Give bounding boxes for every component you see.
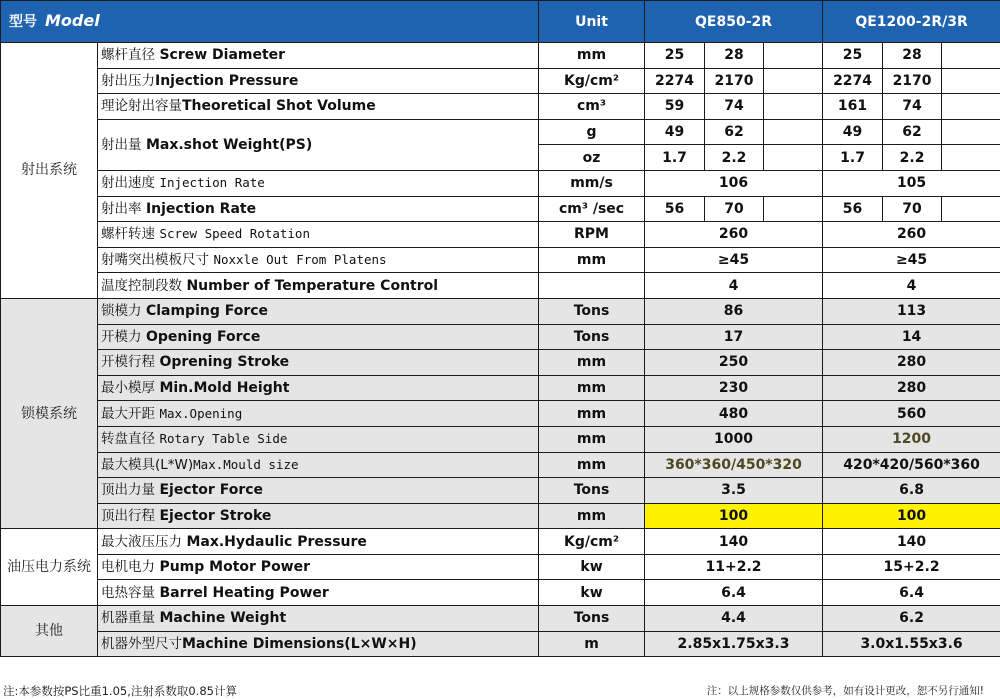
value-b: 15+2.2	[823, 554, 1000, 580]
row-unit: mm	[539, 350, 645, 376]
value-a3	[764, 145, 823, 171]
row-name: 开模行程 Oprening Stroke	[98, 350, 539, 376]
row-unit: mm	[539, 452, 645, 478]
value-a3	[764, 196, 823, 222]
row-name: 电机电力 Pump Motor Power	[98, 554, 539, 580]
row-name: 螺杆转速 Screw Speed Rotation	[98, 222, 539, 248]
row-name: 最大液压压力 Max.Hydaulic Pressure	[98, 529, 539, 555]
row-name: 顶出力量 Ejector Force	[98, 478, 539, 504]
table-row	[1, 273, 1000, 299]
value-a: 4	[645, 273, 823, 299]
table-row	[1, 401, 1000, 427]
table-row	[1, 452, 1000, 478]
value-a1: 56	[645, 196, 705, 222]
product-a-header: QE850-2R	[645, 1, 823, 43]
row-name: 转盘直径 Rotary Table Side	[98, 426, 539, 452]
table-row	[1, 196, 1000, 222]
value-a1: 25	[645, 43, 705, 69]
value-a: 250	[645, 350, 823, 376]
value-b3	[942, 196, 1000, 222]
value-b1: 25	[823, 43, 883, 69]
row-name: 射出压力Injection Pressure	[98, 68, 539, 94]
table-row	[1, 170, 1000, 196]
value-a3	[764, 68, 823, 94]
row-name: 最小模厚 Min.Mold Height	[98, 375, 539, 401]
table-row	[1, 119, 1000, 145]
row-unit: Kg/cm²	[539, 529, 645, 555]
value-b1: 49	[823, 119, 883, 145]
value-b2: 28	[883, 43, 942, 69]
table-row	[1, 324, 1000, 350]
row-unit: RPM	[539, 222, 645, 248]
value-b3	[942, 119, 1000, 145]
row-name: 机器重量 Machine Weight	[98, 606, 539, 632]
value-b: 280	[823, 350, 1000, 376]
row-unit: cm³	[539, 94, 645, 120]
group-injection: 射出系统	[1, 43, 98, 299]
row-unit: mm	[539, 503, 645, 529]
group-hydraulic: 油压电力系统	[1, 529, 98, 606]
value-b: 6.4	[823, 580, 1000, 606]
value-b: 113	[823, 298, 1000, 324]
value-b3	[942, 94, 1000, 120]
row-name: 射出率 Injection Rate	[98, 196, 539, 222]
value-b3	[942, 145, 1000, 171]
value-a: 86	[645, 298, 823, 324]
product-b-header: QE1200-2R/3R	[823, 1, 1000, 43]
row-unit: Kg/cm²	[539, 68, 645, 94]
value-a2: 2170	[705, 68, 764, 94]
table-row	[1, 43, 1000, 69]
row-name: 最大模具(L*W)Max.Mould size	[98, 452, 539, 478]
value-b2: 2170	[883, 68, 942, 94]
row-name: 射嘴突出模板尺寸 Noxxle Out From Platens	[98, 247, 539, 273]
row-unit: mm	[539, 247, 645, 273]
table-row	[1, 350, 1000, 376]
row-unit: kw	[539, 580, 645, 606]
row-unit: mm	[539, 375, 645, 401]
row-unit: Tons	[539, 298, 645, 324]
value-b: ≥45	[823, 247, 1000, 273]
value-b: 6.2	[823, 606, 1000, 632]
table-row	[1, 68, 1000, 94]
value-a: 3.5	[645, 478, 823, 504]
table-row	[1, 631, 1000, 657]
row-unit: Tons	[539, 478, 645, 504]
value-a2: 2.2	[705, 145, 764, 171]
header-row	[1, 1, 1000, 43]
value-a: 11+2.2	[645, 554, 823, 580]
value-a: 230	[645, 375, 823, 401]
value-a1: 49	[645, 119, 705, 145]
row-name: 射出量 Max.shot Weight(PS)	[98, 119, 539, 170]
group-other: 其他	[1, 606, 98, 657]
table-row	[1, 94, 1000, 120]
value-b: 1200	[823, 426, 1000, 452]
value-b2: 70	[883, 196, 942, 222]
value-b2: 74	[883, 94, 942, 120]
value-b: 100	[823, 503, 1000, 529]
value-b: 6.8	[823, 478, 1000, 504]
table-row	[1, 375, 1000, 401]
row-name: 理论射出容量Theoretical Shot Volume	[98, 94, 539, 120]
value-b: 3.0x1.55x3.6	[823, 631, 1000, 657]
row-unit: kw	[539, 554, 645, 580]
value-a1: 59	[645, 94, 705, 120]
row-name: 锁模力 Clamping Force	[98, 298, 539, 324]
value-b: 4	[823, 273, 1000, 299]
row-name: 射出速度 Injection Rate	[98, 170, 539, 196]
value-b: 260	[823, 222, 1000, 248]
row-name: 最大开距 Max.Opening	[98, 401, 539, 427]
group-clamping: 锁模系统	[1, 298, 98, 528]
value-a: 6.4	[645, 580, 823, 606]
value-a: 17	[645, 324, 823, 350]
value-a: 4.4	[645, 606, 823, 632]
value-b: 560	[823, 401, 1000, 427]
row-name: 温度控制段数 Number of Temperature Control	[98, 273, 539, 299]
footnote-right: 注：以上规格参数仅供参考，如有设计更改，恕不另行通知!	[706, 685, 984, 697]
value-b1: 1.7	[823, 145, 883, 171]
value-b1: 56	[823, 196, 883, 222]
table-row	[1, 222, 1000, 248]
value-a: 106	[645, 170, 823, 196]
table-row	[1, 298, 1000, 324]
value-a: 480	[645, 401, 823, 427]
value-b: 420*420/560*360	[823, 452, 1000, 478]
table-row	[1, 478, 1000, 504]
row-unit: m	[539, 631, 645, 657]
table-row	[1, 554, 1000, 580]
row-name: 开模力 Opening Force	[98, 324, 539, 350]
value-a: 360*360/450*320	[645, 452, 823, 478]
value-b2: 62	[883, 119, 942, 145]
table-row	[1, 247, 1000, 273]
row-name: 螺杆直径 Screw Diameter	[98, 43, 539, 69]
value-a2: 28	[705, 43, 764, 69]
value-a: 1000	[645, 426, 823, 452]
value-b: 105	[823, 170, 1000, 196]
value-a2: 70	[705, 196, 764, 222]
value-a1: 1.7	[645, 145, 705, 171]
value-b1: 161	[823, 94, 883, 120]
value-a: 2.85x1.75x3.3	[645, 631, 823, 657]
row-unit: cm³ /sec	[539, 196, 645, 222]
row-unit: Tons	[539, 606, 645, 632]
row-unit: mm	[539, 401, 645, 427]
value-a: 260	[645, 222, 823, 248]
table-row	[1, 426, 1000, 452]
table-row	[1, 529, 1000, 555]
row-unit: mm	[539, 43, 645, 69]
value-a: ≥45	[645, 247, 823, 273]
row-name: 机器外型尺寸Machine Dimensions(L×W×H)	[98, 631, 539, 657]
model-header: 型号 Model	[1, 1, 539, 43]
table-row	[1, 580, 1000, 606]
row-unit: mm	[539, 426, 645, 452]
table-row	[1, 503, 1000, 529]
row-name: 电热容量 Barrel Heating Power	[98, 580, 539, 606]
value-b3	[942, 43, 1000, 69]
row-unit	[539, 273, 645, 299]
footnote-left: 注:本参数按PS比重1.05,注射系数取0.85计算	[3, 684, 237, 698]
row-name: 顶出行程 Ejector Stroke	[98, 503, 539, 529]
value-a3	[764, 43, 823, 69]
row-unit: g	[539, 119, 645, 145]
value-b: 140	[823, 529, 1000, 555]
row-unit: mm/s	[539, 170, 645, 196]
value-b1: 2274	[823, 68, 883, 94]
value-a: 140	[645, 529, 823, 555]
row-unit: Tons	[539, 324, 645, 350]
value-b: 14	[823, 324, 1000, 350]
value-a3	[764, 119, 823, 145]
value-a3	[764, 94, 823, 120]
table-row	[1, 606, 1000, 632]
value-a: 100	[645, 503, 823, 529]
value-b3	[942, 68, 1000, 94]
value-b2: 2.2	[883, 145, 942, 171]
value-a1: 2274	[645, 68, 705, 94]
value-a2: 62	[705, 119, 764, 145]
unit-header: Unit	[539, 1, 645, 43]
value-a2: 74	[705, 94, 764, 120]
value-b: 280	[823, 375, 1000, 401]
row-unit: oz	[539, 145, 645, 171]
